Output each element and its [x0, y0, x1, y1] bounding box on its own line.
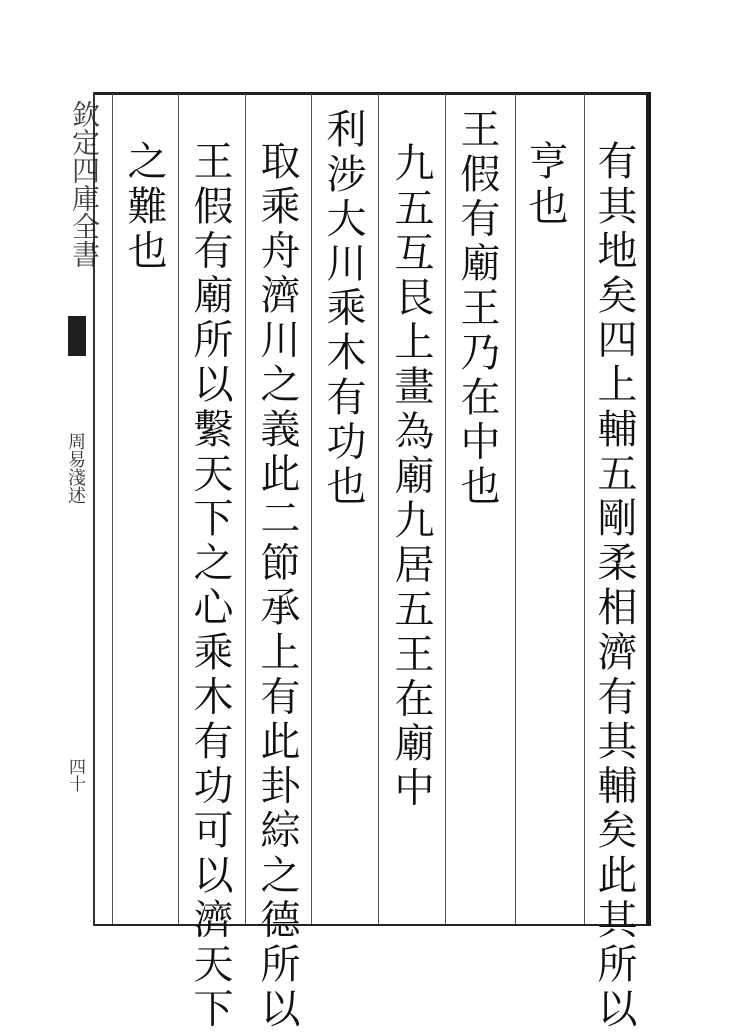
text-column-7: 王假有廟所以繫天下之心乘木有功可以濟天下	[187, 140, 233, 1032]
text-column-5: 利涉大川乘木有功也	[320, 108, 366, 510]
column-rule	[178, 94, 179, 924]
text-column-6: 取乘舟濟川之義此二節承上有此卦綜之德所以	[254, 140, 300, 1032]
column-rule	[445, 94, 446, 924]
column-rule	[245, 94, 246, 924]
text-column-3: 王假有廟王乃在中也	[454, 108, 500, 510]
column-rule	[112, 94, 113, 924]
margin-collection-title: 欽定四庫全書	[68, 100, 101, 268]
column-rule	[584, 94, 585, 924]
text-column-4: 九五互艮上畫為廟九居五王在廟中	[388, 142, 434, 811]
margin-book-title: 周易淺述	[65, 432, 86, 504]
column-rule	[378, 94, 379, 924]
margin-page-number: 四十	[65, 758, 85, 792]
margin-fishtail-mark	[68, 316, 86, 356]
column-rule	[515, 94, 516, 924]
text-column-8: 之難也	[121, 140, 167, 274]
text-column-1: 有其地矣四上輔五剛柔相濟有其輔矣此其所以	[591, 140, 637, 1032]
text-column-2: 亨也	[522, 140, 568, 230]
column-rule	[311, 94, 312, 924]
